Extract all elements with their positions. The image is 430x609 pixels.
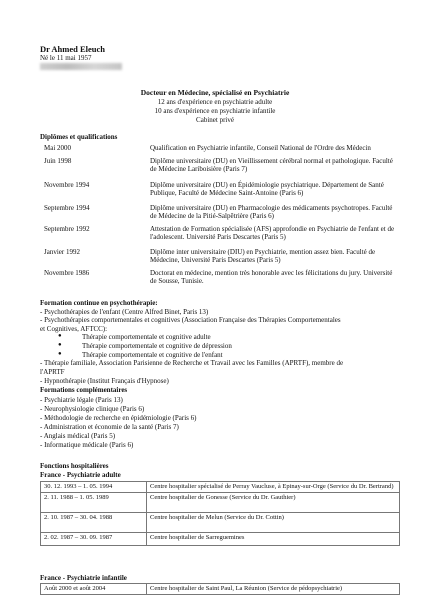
complementary-item: - Informatique médicale (Paris 6)	[40, 441, 134, 449]
training-heading: Formation continue en psychothérapie:	[40, 299, 158, 307]
diplomas-heading: Diplômes et qualifications	[40, 133, 118, 141]
diploma-text: Diplôme universitaire (DU) en Épidémiologie psychiatrique. Département de Santé Publique, Faculté de Médecine Saint-Antoine (Paris 6)	[150, 181, 384, 198]
diploma-text: Qualification en Psychiatrie infantile, Conseil National de l'Ordre des Médecin	[150, 144, 371, 152]
redacted-line	[40, 63, 122, 70]
training-line: - Thérapie familiale, Association Parisienne de Recherche et Travail avec les Familles (APRTF), membre de	[40, 359, 344, 367]
row-text: Centre hospitalier de Melun (Service du Dr. Cottin)	[147, 512, 400, 532]
table-row	[41, 512, 400, 532]
child-heading: France - Psychiatrie infantile	[40, 574, 127, 582]
complementary-item: - Neurophysiologie clinique (Paris 6)	[40, 405, 145, 413]
diploma-text: Attestation de Formation spécialisée (AFS) approfondie en Psychiatrie de l'enfant et de l'adolescent. Université Paris Descartes (Paris 5)	[150, 225, 395, 242]
bullet-item: Thérapie comportementale et cognitive de l'enfant	[82, 351, 223, 359]
complementary-item: - Anglais médical (Paris 5)	[40, 432, 116, 440]
row-date: 30. 12. 1993 – 1. 05. 1994	[41, 482, 147, 493]
bullet-icon: ●	[58, 342, 62, 348]
row-text: Centre hospitalier de Saint Paul, La Réunion (Service de pédopsychiatrie)	[147, 584, 400, 595]
hospital-heading: Fonctions hospitalières	[40, 462, 109, 470]
complementary-heading: Formations complémentaires	[40, 386, 128, 394]
diploma-date: Janvier 1992	[44, 248, 80, 256]
child-table	[40, 583, 400, 595]
table-row	[41, 492, 400, 512]
row-date: 2. 02. 1987 – 30. 09. 1987	[41, 532, 147, 545]
adult-table	[40, 481, 400, 546]
row-text: Centre hospitalier spécialisé de Perray Vaucluse, à Epinay-sur-Orge (Service du Dr. Bertrand)	[147, 482, 400, 493]
training-line: l'APRTF	[40, 368, 65, 376]
table-row	[41, 532, 400, 545]
row-text: Centre hospitalier de Sarreguemines	[147, 532, 400, 545]
training-line: - Hypnothérapie (Institut Français d'Hypnose)	[40, 377, 169, 385]
complementary-item: - Méthodologie de recherche en épidémiologie (Paris 6)	[40, 414, 197, 422]
diploma-text: Diplôme universitaire (DU) en Vieillissement cérébral normal et pathologique. Faculté de Médecine Lariboisière (Paris 7)	[150, 157, 393, 174]
diploma-text: Diplôme universitaire (DU) en Pharmacologie des médicaments psychotropes. Faculté de Médecine de la Pitié-Salpêtrière (Paris 6)	[150, 204, 393, 221]
title-line-3: Cabinet privé	[196, 116, 234, 124]
person-name: Dr Ahmed Eleuch	[40, 44, 106, 54]
training-line: - Psychothérapies comportementales et cognitives (Association Française des Thérapies Comportementales	[40, 316, 341, 324]
row-date: 2. 11. 1988 – 1. 05. 1989	[41, 492, 147, 512]
row-date: Août 2000 et août 2004	[41, 584, 147, 595]
diploma-date: Septembre 1994	[44, 204, 90, 212]
table-row	[41, 584, 400, 595]
row-date: 2. 10. 1987 – 30. 04. 1988	[41, 512, 147, 532]
complementary-item: - Psychiatrie légale (Paris 13)	[40, 396, 123, 404]
complementary-item: - Administration et économie de la santé (Paris 7)	[40, 423, 179, 431]
diploma-text: Diplôme inter universitaire (DIU) en Psychiatrie, mention assez bien. Faculté de Médecine, Université Paris Descartes (Paris 5)	[150, 248, 376, 265]
birth-date: Né le 11 mai 1957	[40, 54, 92, 62]
adult-heading: France - Psychiatrie adulte	[40, 471, 121, 479]
diploma-date: Juin 1998	[44, 157, 72, 165]
training-line: - Psychothérapies de l'enfant (Centre Alfred Binet, Paris 13)	[40, 308, 209, 316]
row-text: Centre hospitalier de Gonesse (Service du Dr. Gauthier)	[147, 492, 400, 512]
diploma-date: Novembre 1986	[44, 269, 90, 277]
title-line-2: 10 ans d'expérience en psychiatrie infantile	[154, 107, 276, 115]
training-line: et Cognitives, AFTCC):	[40, 325, 108, 333]
bullet-icon: ●	[58, 351, 62, 357]
diploma-text: Doctorat en médecine, mention très honorable avec les félicitations du jury. Université de Sousse, Tunisie.	[150, 269, 393, 286]
table-row	[41, 482, 400, 493]
diploma-date: Novembre 1994	[44, 181, 90, 189]
bullet-item: Thérapie comportementale et cognitive adulte	[82, 333, 211, 341]
cv-title: Docteur en Médecine, spécialisé en Psychiatrie	[140, 88, 290, 97]
diploma-date: Mai 2000	[44, 144, 72, 152]
bullet-item: Thérapie comportementale et cognitive de dépression	[82, 342, 232, 350]
diploma-date: Septembre 1992	[44, 225, 90, 233]
title-line-1: 12 ans d'expérience en psychiatrie adulte	[157, 98, 273, 106]
bullet-icon: ●	[58, 333, 62, 339]
